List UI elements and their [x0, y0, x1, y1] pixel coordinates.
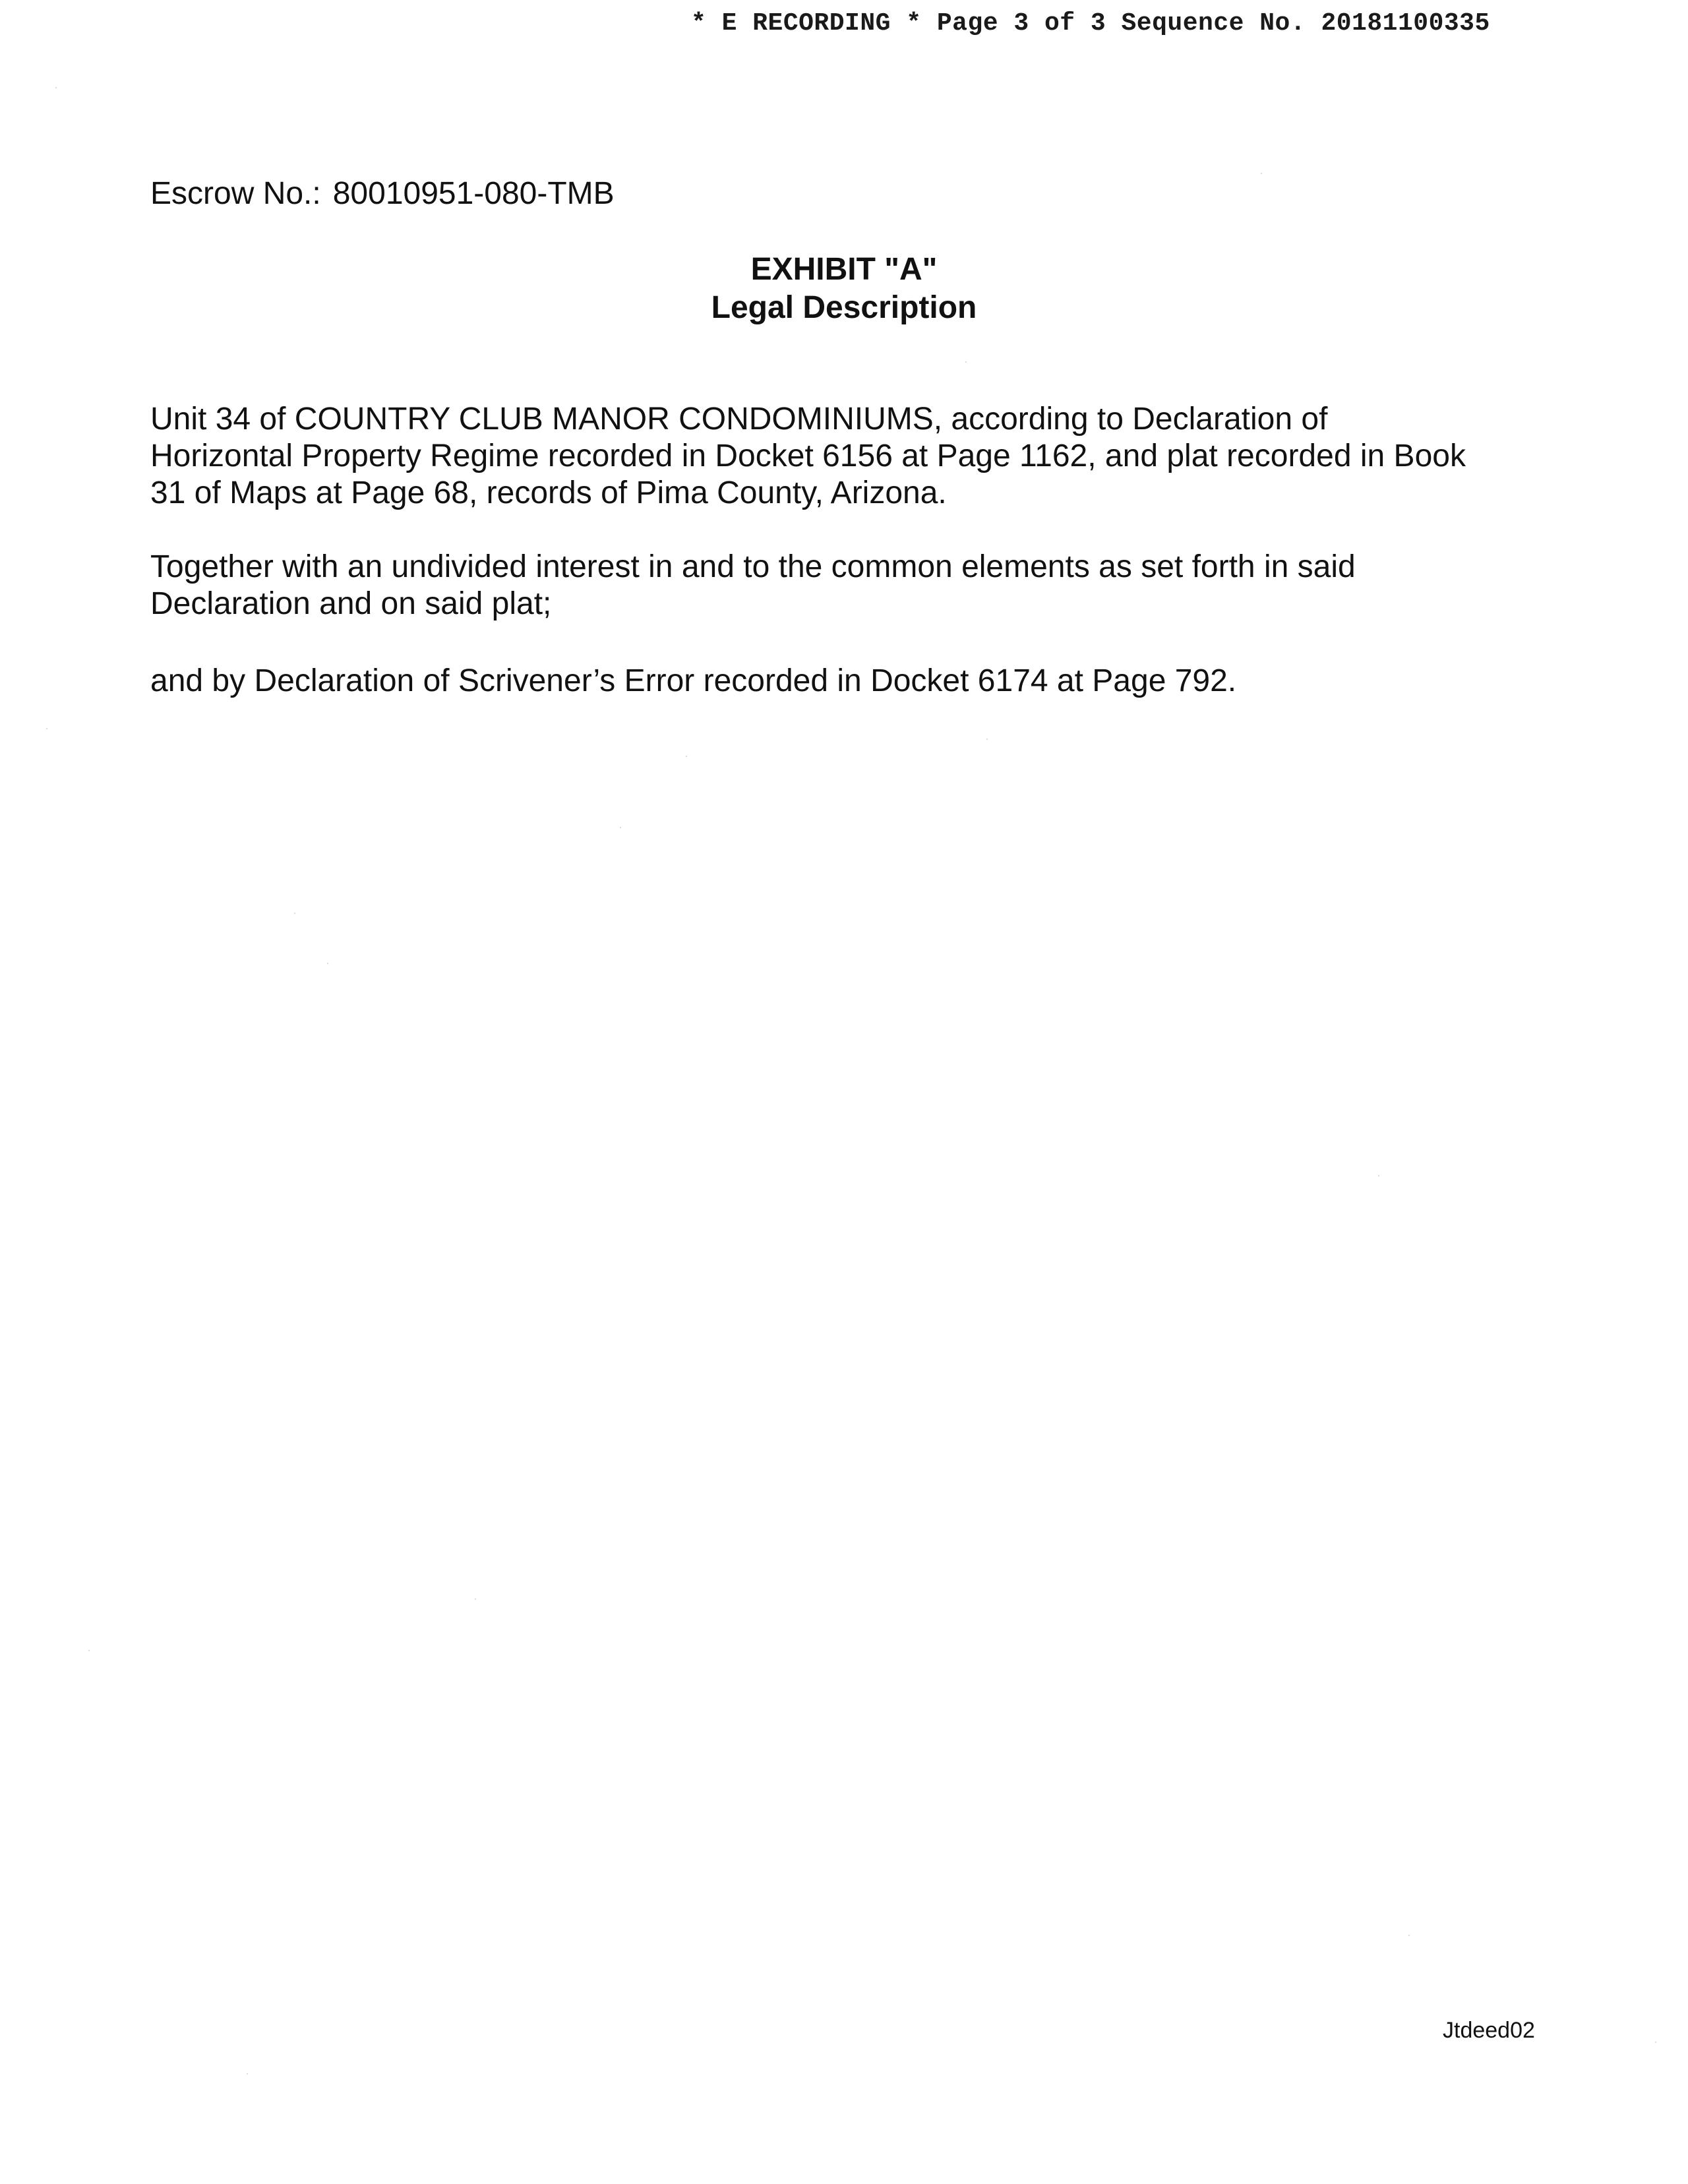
legal-description-paragraph-1 — [150, 401, 1561, 512]
scan-speck — [686, 756, 687, 757]
scan-speck — [986, 739, 988, 740]
paragraph-line: Together with an undivided interest in and to the common elements as set forth in said — [150, 549, 1356, 584]
legal-description-paragraph-2 — [150, 549, 1561, 622]
scan-speck — [55, 87, 57, 88]
escrow-number-line — [150, 175, 615, 212]
scan-speck — [965, 361, 967, 363]
scan-speck — [1261, 173, 1262, 174]
scan-speck — [247, 2073, 248, 2075]
scan-speck — [46, 728, 47, 729]
scan-speck — [1378, 1175, 1379, 1176]
paragraph-line: 31 of Maps at Page 68, records of Pima County, Arizona. — [150, 475, 947, 510]
form-code: Jtdeed02 — [1443, 2018, 1535, 2043]
exhibit-title: EXHIBIT "A" — [750, 252, 938, 287]
escrow-number: 80010951-080-TMB — [332, 176, 615, 211]
recording-header: * E RECORDING * Page 3 of 3 Sequence No. 20181100335 — [691, 9, 1490, 38]
paragraph-line: Unit 34 of COUNTRY CLUB MANOR CONDOMINIUMS, according to Declaration of — [150, 402, 1328, 437]
scan-speck — [620, 827, 621, 828]
scan-speck — [1655, 2042, 1656, 2043]
scan-speck — [327, 963, 328, 964]
paragraph-line: Declaration and on said plat; — [150, 586, 552, 621]
scan-speck — [88, 1650, 90, 1651]
escrow-label: Escrow No.: — [150, 176, 321, 211]
scan-speck — [475, 1598, 476, 1600]
legal-description-paragraph-3 — [150, 663, 1561, 700]
exhibit-subtitle: Legal Description — [711, 290, 977, 325]
scan-speck — [1408, 1935, 1410, 1936]
scan-speck — [294, 913, 295, 914]
paragraph-line: Horizontal Property Regime recorded in Docket 6156 at Page 1162, and plat recorded in Book — [150, 439, 1466, 473]
paragraph-line: and by Declaration of Scrivener’s Error recorded in Docket 6174 at Page 792. — [150, 663, 1237, 698]
exhibit-heading — [0, 251, 1688, 327]
